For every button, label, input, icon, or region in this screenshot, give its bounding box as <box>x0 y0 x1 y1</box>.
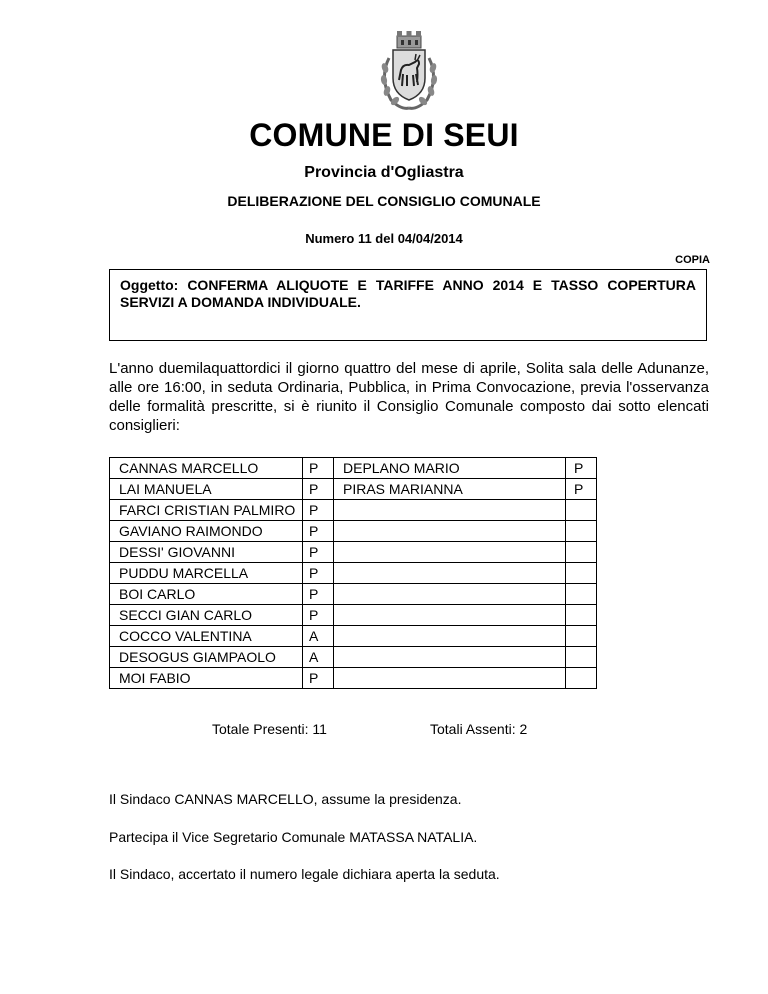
total-absent: Totali Assenti: 2 <box>430 721 528 737</box>
document-type: DELIBERAZIONE DEL CONSIGLIO COMUNALE <box>227 193 541 209</box>
attendance-row <box>110 605 597 626</box>
attendance-row <box>110 479 597 500</box>
attendance-status <box>566 542 597 563</box>
attendance-status: P <box>566 458 597 479</box>
coat-of-arms-icon <box>377 28 441 112</box>
session-open-line: Il Sindaco, accertato il numero legale dichiara aperta la seduta. <box>109 866 500 882</box>
councillor-name: MOI FABIO <box>110 668 303 689</box>
attendance-status: P <box>303 584 334 605</box>
councillor-name: PUDDU MARCELLA <box>110 563 303 584</box>
attendance-status: P <box>303 479 334 500</box>
attendance-status <box>566 647 597 668</box>
councillor-name <box>334 647 566 668</box>
attendance-row <box>110 584 597 605</box>
presidency-line: Il Sindaco CANNAS MARCELLO, assume la presidenza. <box>109 791 462 807</box>
attendance-status: P <box>303 521 334 542</box>
councillor-name: CANNAS MARCELLO <box>110 458 303 479</box>
municipality-title: COMUNE DI SEUI <box>249 117 519 153</box>
councillor-name: COCCO VALENTINA <box>110 626 303 647</box>
councillor-name: DESSI' GIOVANNI <box>110 542 303 563</box>
councillor-name <box>334 626 566 647</box>
councillor-name: DEPLANO MARIO <box>334 458 566 479</box>
attendance-status <box>566 563 597 584</box>
attendance-status: A <box>303 647 334 668</box>
councillor-name: LAI MANUELA <box>110 479 303 500</box>
attendance-status <box>566 605 597 626</box>
attendance-status <box>566 668 597 689</box>
councillor-name: PIRAS MARIANNA <box>334 479 566 500</box>
councillor-name <box>334 668 566 689</box>
attendance-status: P <box>303 458 334 479</box>
councillor-name <box>334 563 566 584</box>
province-subtitle: Provincia d'Ogliastra <box>304 164 464 181</box>
councillor-name: DESOGUS GIAMPAOLO <box>110 647 303 668</box>
attendance-row <box>110 458 597 479</box>
attendance-row <box>110 626 597 647</box>
attendance-table <box>109 457 597 689</box>
attendance-row <box>110 647 597 668</box>
councillor-name: SECCI GIAN CARLO <box>110 605 303 626</box>
councillor-name <box>334 605 566 626</box>
attendance-status: P <box>303 542 334 563</box>
attendance-row <box>110 542 597 563</box>
attendance-status: P <box>303 668 334 689</box>
councillor-name: BOI CARLO <box>110 584 303 605</box>
attendance-status: P <box>303 605 334 626</box>
attendance-status <box>566 584 597 605</box>
intro-paragraph: L'anno duemilaquattordici il giorno quattro del mese di aprile, Solita sala delle Adunanze, alle ore 16:00, in seduta Ordinaria, Pubblica, in Prima Convocazione, previa l'osservanza delle formalità prescritte, si è riunito il Consiglio Comunale composto dai sotto elencati consiglieri: <box>109 360 709 434</box>
attendance-row <box>110 521 597 542</box>
total-present: Totale Presenti: 11 <box>212 721 327 737</box>
councillor-name: GAVIANO RAIMONDO <box>110 521 303 542</box>
councillor-name <box>334 500 566 521</box>
deliberation-number: Numero 11 del 04/04/2014 <box>305 231 463 246</box>
councillor-name <box>334 584 566 605</box>
attendance-row <box>110 668 597 689</box>
attendance-status: A <box>303 626 334 647</box>
attendance-row <box>110 563 597 584</box>
attendance-status: P <box>566 479 597 500</box>
attendance-row <box>110 500 597 521</box>
councillor-name <box>334 521 566 542</box>
attendance-status <box>566 500 597 521</box>
copy-label: COPIA <box>675 254 710 266</box>
subject-box: Oggetto: CONFERMA ALIQUOTE E TARIFFE ANNO 2014 E TASSO COPERTURA SERVIZI A DOMANDA INDIVIDUALE. <box>109 269 707 341</box>
councillor-name: FARCI CRISTIAN PALMIRO <box>110 500 303 521</box>
attendance-status <box>566 626 597 647</box>
councillor-name <box>334 542 566 563</box>
attendance-status: P <box>303 500 334 521</box>
secretary-line: Partecipa il Vice Segretario Comunale MATASSA NATALIA. <box>109 829 478 845</box>
attendance-status: P <box>303 563 334 584</box>
attendance-status <box>566 521 597 542</box>
